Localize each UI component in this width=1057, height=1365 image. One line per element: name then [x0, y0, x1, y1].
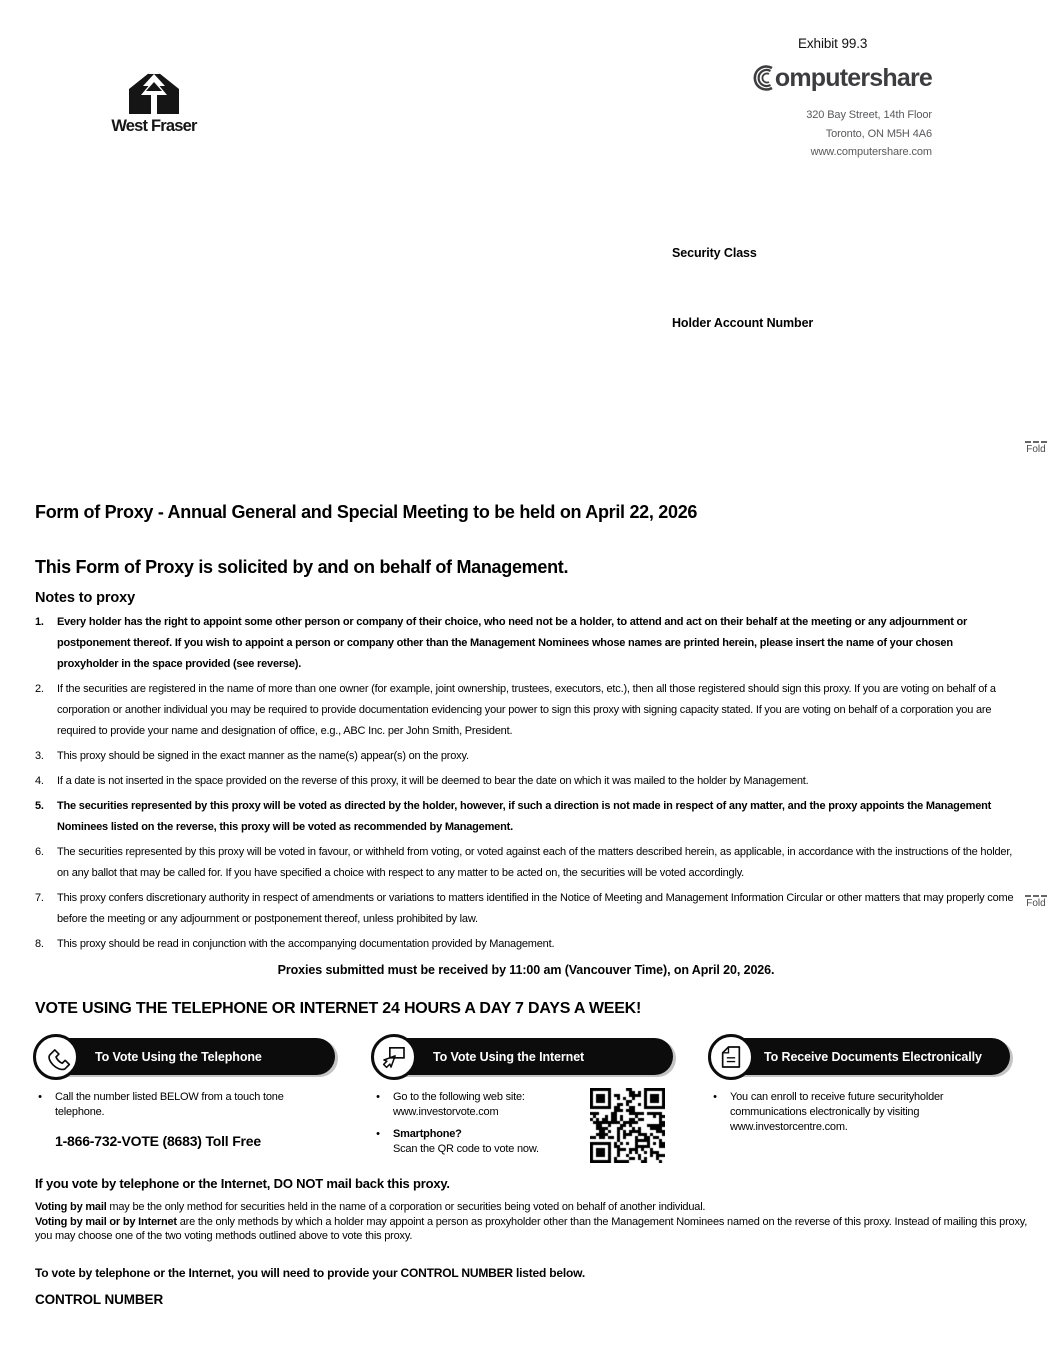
investorvote-url: www.investorvote.com — [393, 1106, 499, 1118]
mail-line-1: Voting by mail may be the only method for securities held in the name of a corporation or securities being voted on behalf of another individual. — [35, 1201, 706, 1213]
note-item — [35, 888, 1017, 930]
security-class-label: Security Class — [672, 246, 757, 260]
note-text: If the securities are registered in the name of more than one owner (for example, joint ownership, trustees, executors, etc.), then all those registered should sign this proxy. If you are voting on behalf of a corporation or another individual you may be required to provide documentation evidencing your power to sign this proxy with signing capacity stated. If you are voting on behalf of a corporation you are required to provide your name and designation of office, e.g., ABC Inc. per John Smith, President. — [57, 683, 996, 737]
computershare-logo — [748, 62, 932, 94]
note-text: This proxy should be signed in the exact manner as the name(s) appear(s) on the proxy. — [57, 750, 469, 762]
control-number-label: CONTROL NUMBER — [35, 1292, 164, 1307]
notes-heading: Notes to proxy — [35, 590, 136, 606]
fold-marker — [1024, 895, 1048, 909]
note-item — [35, 679, 1017, 742]
form-title: Form of Proxy - Annual General and Special Meeting to be held on April 22, 2026 — [35, 502, 698, 522]
internet-banner: To Vote Using the Internet — [375, 1038, 673, 1075]
fold-dash-icon — [1025, 441, 1047, 443]
note-text: This proxy confers discretionary authority in respect of amendments or variations to matters identified in the Notice of Meeting and Management Information Circular or other matters that may properly come before the meeting or any adjournment or postponement thereof, unless prohibited by law. — [57, 892, 1014, 925]
address-line: 320 Bay Street, 14th Floor — [806, 109, 932, 121]
note-number: 3. — [35, 750, 44, 762]
note-number: 4. — [35, 775, 44, 787]
note-number: 7. — [35, 892, 44, 904]
bullet-icon: • — [376, 1091, 380, 1103]
note-item — [35, 771, 1017, 792]
exhibit-label: Exhibit 99.3 — [798, 36, 868, 51]
voting-by-mail-bold: Voting by mail — [35, 1201, 107, 1213]
document-icon — [708, 1034, 754, 1080]
note-text: The securities represented by this proxy will be voted as directed by the holder, however, if such a direction is not made in respect of any matter, and the proxy appoints the Management Nominees listed on the reverse, this proxy will be voted as recommended by Management. — [57, 800, 992, 833]
bullet-icon: • — [38, 1091, 42, 1103]
cursor-screen-icon — [371, 1034, 417, 1080]
website-instruction: Go to the following web site: — [393, 1091, 525, 1103]
holder-account-number-label: Holder Account Number — [672, 316, 814, 330]
computershare-wordmark: omputershare — [774, 63, 932, 92]
computershare-c-icon — [748, 62, 778, 94]
fold-label: Fold — [1026, 444, 1046, 455]
note-item — [35, 796, 1017, 838]
voting-by-mail-or-internet-bold: Voting by mail or by Internet — [35, 1215, 177, 1228]
notes-list — [35, 612, 1017, 959]
do-not-mail-heading: If you vote by telephone or the Internet, DO NOT mail back this proxy. — [35, 1176, 450, 1191]
smartphone-label: Smartphone? — [393, 1128, 462, 1140]
control-number-instruction: To vote by telephone or the Internet, you will need to provide your CONTROL NUMBER listed below. — [35, 1266, 585, 1280]
mail-line-2: Voting by mail or by Internet are the only methods by which a holder may appoint a person as proxyholder other than the Management Nominees named on the reverse of this proxy. Instead of mailing this proxy, you may choose one of the two voting methods outlined above to vote this proxy. — [35, 1215, 1028, 1243]
edocs-method-column — [710, 1034, 1010, 1142]
note-number: 5. — [35, 800, 44, 812]
bullet-icon: • — [376, 1128, 380, 1140]
edocs-banner: To Receive Documents Electronically — [712, 1038, 1010, 1075]
note-text: This proxy should be read in conjunction with the accompanying documentation provided by Management. — [57, 938, 555, 950]
edocs-bullet: • You can enroll to receive future securityholder communications electronically by visiting www.investorcentre.com. — [710, 1090, 1010, 1135]
qr-code — [590, 1088, 665, 1163]
toll-free-number: 1-866-732-VOTE (8683) Toll Free — [55, 1133, 261, 1149]
note-item — [35, 746, 1017, 767]
address-line: www.computershare.com — [810, 146, 932, 158]
note-number: 6. — [35, 846, 44, 858]
note-number: 1. — [35, 616, 44, 628]
fold-dash-icon — [1025, 895, 1047, 897]
note-item — [35, 934, 1017, 955]
note-item — [35, 612, 1017, 675]
note-text: Every holder has the right to appoint some other person or company of their choice, who need not be a holder, to attend and act on their behalf at the meeting or any adjournment or postponement thereof. If you wish to appoint a person or company other than the Management Nominees whose names are printed herein, please insert the name of your chosen proxyholder in the space provided (see reverse). — [57, 616, 968, 670]
qr-instruction: Scan the QR code to vote now. — [393, 1143, 539, 1155]
solicited-title: This Form of Proxy is solicited by and on behalf of Management. — [35, 557, 569, 577]
note-text: The securities represented by this proxy will be voted in favour, or withheld from voting, or voted against each of the matters described herein, as applicable, in accordance with the instructions of the holder, on any ballot that may be called for. If you have specified a choice with respect to any matter to be acted on, the securities will be voted accordingly. — [57, 846, 1013, 879]
address-line: Toronto, ON M5H 4A6 — [825, 127, 932, 140]
note-text: If a date is not inserted in the space provided on the reverse of this proxy, it will be deemed to bear the date on which it was mailed to the holder by Management. — [57, 775, 809, 787]
note-item — [35, 842, 1017, 884]
west-fraser-wordmark: West Fraser — [111, 117, 197, 135]
note-number: 2. — [35, 683, 44, 695]
vote-methods-heading: VOTE USING THE TELEPHONE OR INTERNET 24 HOURS A DAY 7 DAYS A WEEK! — [35, 1000, 642, 1017]
proxy-deadline: Proxies submitted must be received by 11:00 am (Vancouver Time), on April 20, 2026. — [277, 963, 775, 977]
telephone-banner: To Vote Using the Telephone — [37, 1038, 335, 1075]
telephone-icon — [33, 1034, 79, 1080]
computershare-address — [806, 106, 932, 162]
west-fraser-house-tree-icon — [106, 68, 202, 116]
internet-method-column — [373, 1034, 673, 1164]
voting-by-mail-paragraph — [35, 1200, 1033, 1244]
fold-label: Fold — [1026, 898, 1046, 909]
west-fraser-logo — [106, 68, 202, 136]
note-number: 8. — [35, 938, 44, 950]
telephone-bullet: • Call the number listed BELOW from a touch tone telephone. — [35, 1090, 335, 1120]
fold-marker — [1024, 441, 1048, 455]
telephone-method-column — [35, 1034, 335, 1149]
bullet-icon: • — [713, 1091, 717, 1103]
